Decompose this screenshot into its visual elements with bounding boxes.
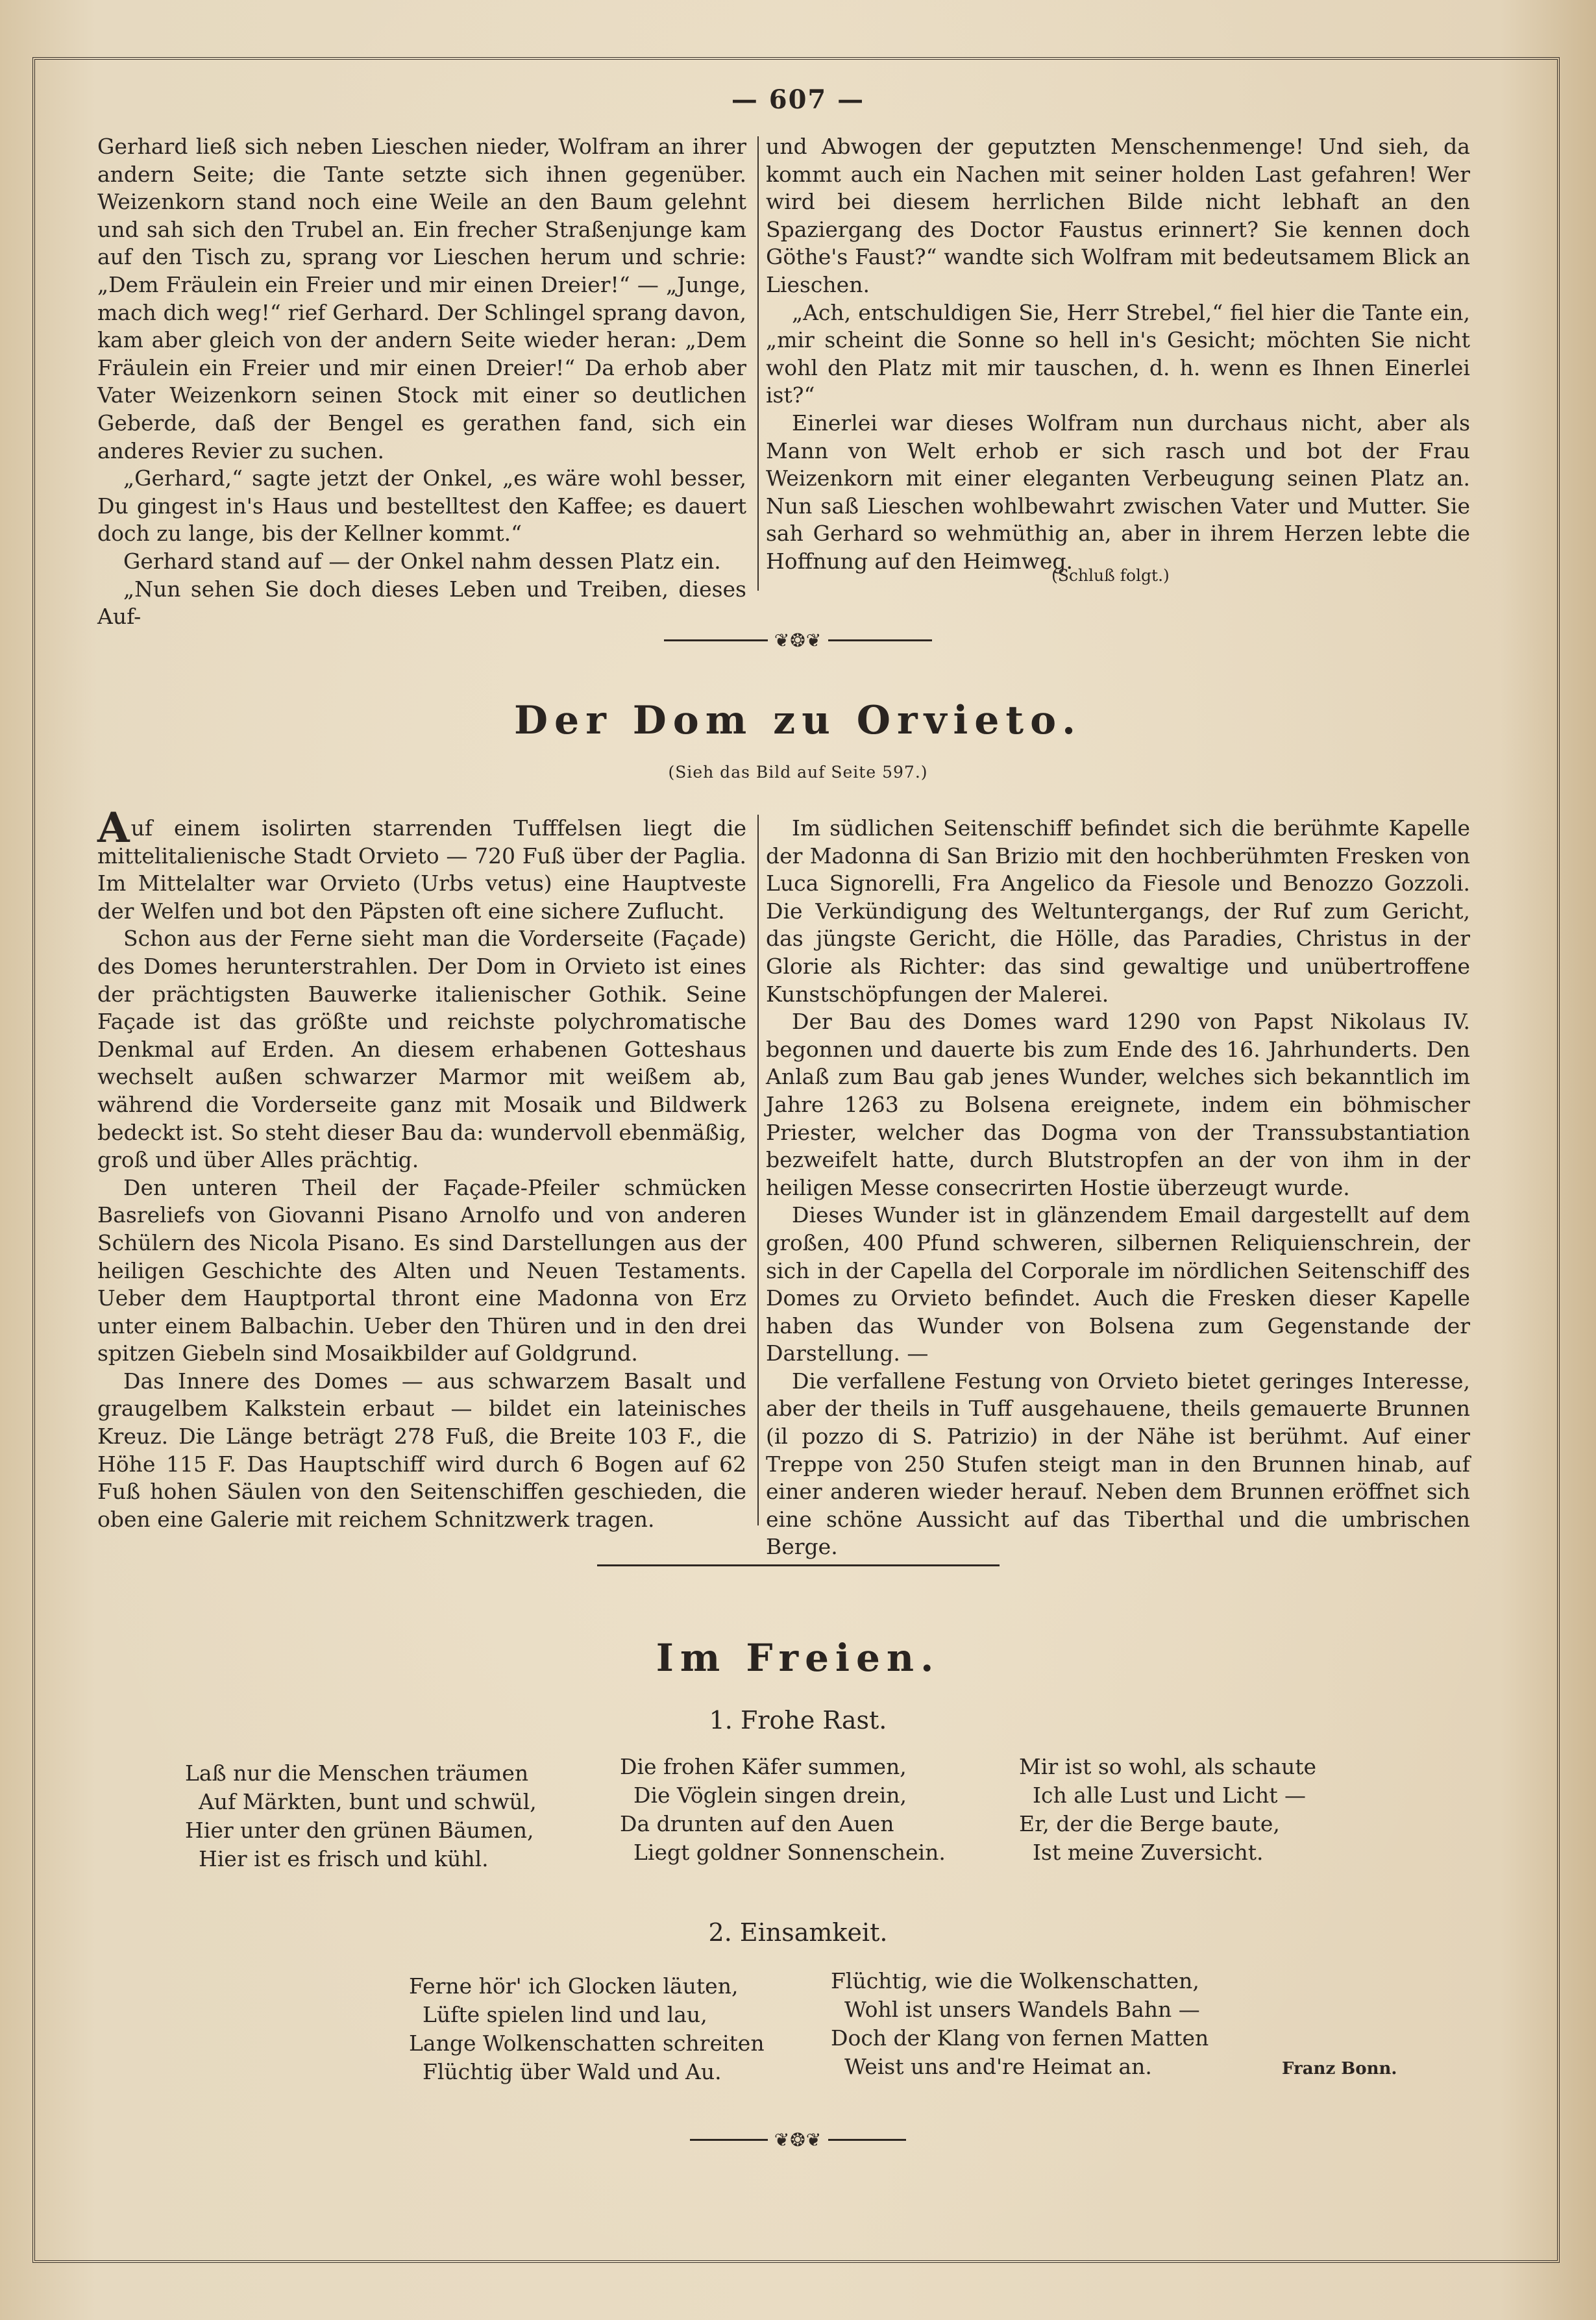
story-paragraph: „Gerhard,“ sagte jetzt der Onkel, „es wäre wohl besser, Du gingest in's Haus und bestelltest den Kaffee; es dauert doch zu lange, bis der Kellner kommt.“ (97, 465, 746, 547)
story-paragraph: Gerhard stand auf — der Onkel nahm dessen Platz ein. (123, 548, 721, 574)
poem-title: Im Freien. (656, 1636, 940, 1680)
end-ornament: ❦❂❦ (0, 2129, 1596, 2151)
article-paragraph: Den unteren Theil der Façade-Pfeiler schmücken Basreliefs von Giovanni Pisano Arnolfo und von anderen Schülern des Nicola Pisano. Es sind Darstellungen aus der heiligen Geschichte des Alten und Neuen Testaments. Ueber dem Hauptportal thront eine Madonna von Erz unter einem Balbachin. Ueber den Thüren und in den drei spitzen Giebeln sind Mosaikbilder auf Goldgrund. (97, 1174, 746, 1366)
article-paragraph: Schon aus der Ferne sieht man die Vorderseite (Façade) des Domes herunterstrahlen. Der Dom in Orvieto ist eines der prächtigsten Bauwerke italienischer Gothik. Seine Façade ist das größte und reichste polychromatische Denkmal auf Erden. An diesem erhabenen Gotteshaus wechselt außen schwarzer Marmor mit weißem ab, während die Vorderseite ganz mit Mosaik und Bildwerk bedeckt ist. So steht dieser Bau da: wundervoll ebenmäßig, groß und über Alles prächtig. (97, 926, 746, 1173)
article-paragraph (97, 804, 746, 925)
continuation-note: (Schluß folgt.) (1051, 566, 1170, 585)
story-paragraph: Einerlei war dieses Wolfram nun durchaus nicht, aber als Mann von Welt erhob er sich rasch und bot der Frau Weizenkorn mit einer eleganten Verbeugung seinen Platz an. Nun saß Lieschen wohlbewahrt zwischen Vater und Mutter. Sie sah Gerhard so wehmüthig an, aber in ihrem Herzen lebte die Hoffnung auf den Heimweg. (766, 410, 1470, 574)
poem-stanza: Flüchtig, wie die Wolkenschatten, Wohl ist unsers Wandels Bahn — Doch der Klang von fernen Matten Weist uns and're Heimat an. (831, 1968, 1209, 2079)
column-divider (757, 136, 759, 591)
story-paragraph: „Ach, entschuldigen Sie, Herr Strebel,“ fiel hier die Tante ein, „mir scheint die Sonne so hell in's Gesicht; möchten Sie nicht wohl den Platz mit mir tauschen, d. h. wenn es Ihnen Einerlei ist?“ (766, 299, 1470, 408)
article-paragraph: Das Innere des Domes — aus schwarzem Basalt und graugelbem Kalkstein erbaut — bildet ein lateinisches Kreuz. Die Länge beträgt 278 Fuß, die Breite 103 F., die Höhe 115 F. Das Hauptschiff wird durch 6 Bogen auf 62 Fuß hohen Säulen von den Seitenschiffen geschieden, die oben eine Galerie mit reichem Schnitzwerk tragen. (97, 1368, 746, 1532)
section-rule (597, 1564, 1000, 1566)
article-title: Der Dom zu Orvieto. (514, 698, 1082, 743)
article-note: (Sieh das Bild auf Seite 597.) (668, 763, 928, 782)
poem-section-title: 1. Frohe Rast. (709, 1706, 887, 1734)
story-paragraph: „Nun sehen Sie doch dieses Leben und Treiben, dieses Auf- (97, 576, 746, 630)
story-paragraph: Gerhard ließ sich neben Lieschen nieder, Wolfram an ihrer andern Seite; die Tante setzte sich ihnen gegenüber. Weizenkorn stand noch eine Weile an den Baum gelehnt und sah sich den Trubel an. Ein frecher Straßenjunge kam auf den Tisch zu, sprang vor Lieschen herum und schrie: „Dem Fräulein ein Freier und mir einen Dreier!“ — „Junge, mach dich weg!“ rief Gerhard. Der Schlingel sprang davon, kam aber gleich von der andern Seite wieder heran: „Dem Fräulein ein Freier und mir einen Dreier!“ Da erhob aber Vater Weizenkorn seinen Stock mit einer so deutlichen Geberde, daß der Bengel es gerathen fand, sich ein anderes Revier zu suchen. (97, 134, 746, 463)
article-left-column (97, 804, 746, 1533)
page-number: — 607 — (731, 84, 865, 115)
poem-stanza: Laß nur die Menschen träumen Auf Märkten, bunt und schwül, Hier unter den grünen Bäumen, Hier ist es frisch und kühl. (185, 1760, 537, 1871)
section-ornament: ❦❂❦ (0, 630, 1596, 651)
story-paragraph: und Abwogen der geputzten Menschenmenge! Und sieh, da kommt auch ein Nachen mit seiner holden Last gefahren! Wer wird bei diesem herrlichen Bilde nicht lebhaft an den Spaziergang des Doctor Faustus erinnert? Sie kennen doch Göthe's Faust?“ wandte sich Wolfram mit bedeutsamem Blick an Lieschen. (766, 134, 1470, 297)
column-divider (757, 815, 759, 1525)
poem-stanza: Mir ist so wohl, als schaute Ich alle Lust und Licht — Er, der die Berge baute, Ist meine Zuversicht. (1019, 1754, 1317, 1865)
drop-cap: A (97, 804, 130, 852)
article-paragraph: Im südlichen Seitenschiff befindet sich die berühmte Kapelle der Madonna di San Brizio mit den hochberühmten Fresken von Luca Signorelli, Fra Angelico da Fiesole und Benozzo Gozzoli. Die Verkündigung des Weltuntergangs, der Ruf zum Gericht, das jüngste Gericht, die Hölle, das Paradies, Christus in der Glorie als Richter: das sind gewaltige und unübertroffene Kunstschöpfungen der Malerei. (766, 815, 1470, 1007)
article-first-text: uf einem isolirten starrenden Tufffelsen liegt die mittelitalienische Stadt Orvieto — 720 Fuß über der Paglia. Im Mittelalter war Orvieto (Urbs vetus) eine Hauptveste der Welfen und bot den Päpsten oft eine sichere Zuflucht. (97, 815, 746, 924)
article-paragraph: Dieses Wunder ist in glänzendem Email dargestellt auf dem großen, 400 Pfund schweren, silbernen Reliquienschrein, der sich in der Capella del Corporale im nördlichen Seitenschiff des Domes zu Orvieto befindet. Auch die Fresken dieser Kapelle haben das Wunder von Bolsena zum Gegenstande der Darstellung. — (766, 1202, 1470, 1366)
article-right-column (766, 815, 1470, 1561)
story-left-column (97, 133, 746, 631)
story-right-column (766, 133, 1470, 576)
poem-stanza: Ferne hör' ich Glocken läuten, Lüfte spielen lind und lau, Lange Wolkenschatten schreiten Flüchtig über Wald und Au. (409, 1973, 765, 2084)
article-paragraph: Die verfallene Festung von Orvieto bietet geringes Interesse, aber der theils in Tuff ausgehauene, theils gemauerte Brunnen (il pozzo di S. Patrizio) in der Nähe ist berühmt. Auf einer Treppe von 250 Stufen steigt man in den Brunnen hinab, auf einer anderen wieder herauf. Neben dem Brunnen eröffnet sich eine schöne Aussicht auf das Tiberthal und die umbrischen Berge. (766, 1368, 1470, 1560)
article-paragraph: Der Bau des Domes ward 1290 von Papst Nikolaus IV. begonnen und dauerte bis zum Ende des 16. Jahrhunderts. Den Anlaß zum Bau gab jenes Wunder, welches sich bekanntlich im Jahre 1263 zu Bolsena ereignete, indem ein böhmischer Priester, welcher das Dogma von der Transsubstantiation bezweifelt hatte, durch Blutstropfen an der von ihm in der heiligen Messe consecrirten Hostie überzeugt wurde. (766, 1009, 1470, 1200)
poem-author: Franz Bonn. (1282, 2059, 1397, 2079)
poem-stanza: Die frohen Käfer summen, Die Vöglein singen drein, Da drunten auf den Auen Liegt goldner Sonnenschein. (620, 1754, 946, 1865)
poem-section-title: 2. Einsamkeit. (708, 1918, 888, 1947)
